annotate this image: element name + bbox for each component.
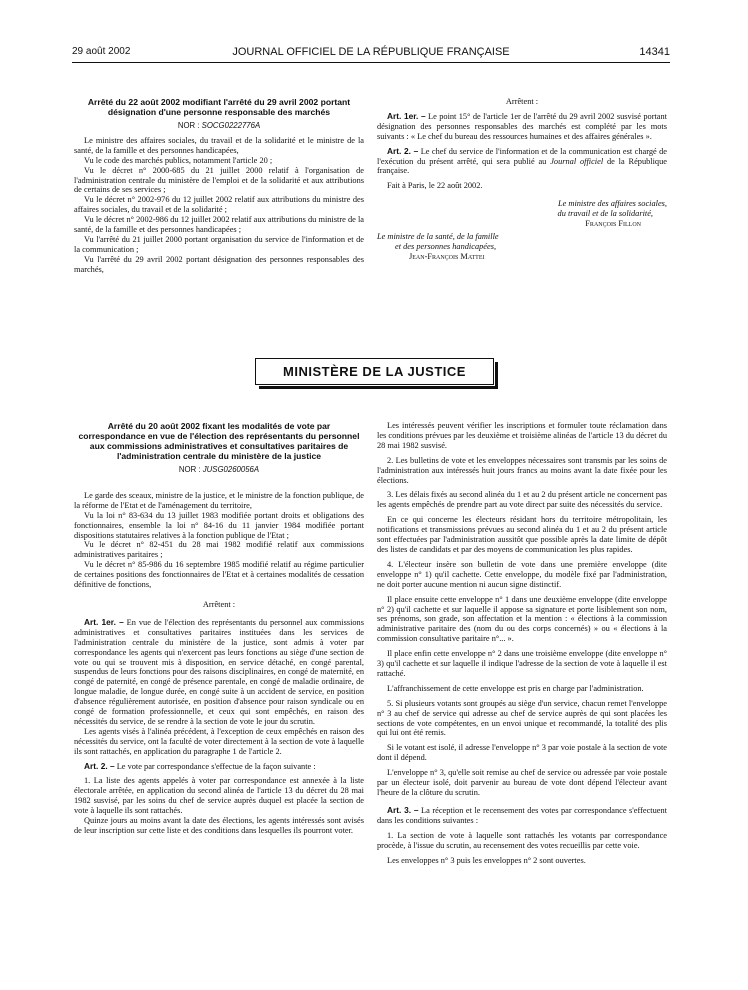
article-1 <box>377 112 667 142</box>
article-paragraph: L'enveloppe n° 3, qu'elle soit remise au chef de service ou adressée par voie postale par un électeur isolé, doit parvenir au bureau de vote dont dépend l'électeur avant l'heure de la clôture du scrutin. <box>377 768 667 797</box>
article-paragraph: Les enveloppes n° 3 puis les enveloppes n° 2 sont ouvertes. <box>387 855 586 865</box>
issue-date: 29 août 2002 <box>72 46 131 57</box>
role-line: Le ministre des affaires sociales, <box>557 199 667 209</box>
arretent-heading: Arrêtent : <box>202 599 236 609</box>
article-text: En vue de l'élection des représentants du personnel aux commissions administratives et consultatives paritaires instituées dans les services de l'administration centrale du ministère de la justice, sont admis à voter par correspondance les agents qui n'exercent pas leurs fonctions au siège d'une section de vote ou qui se trouvent mis à disposition, en service détaché, en congé parental, suspendus de leurs fonctions pour des raisons disciplinaires, en congé de maternité, en congé de paternité, en congé de présence parentale, en congé de maladie ordinaire, de longue maladie, de longue durée, en congé suite à un accident de service, en position d'absence régulièrement autorisée, en position d'absence pour raison syndicale ou en congé de formation professionnelle, et ceux qui sont empêchés, en raison des nécessités du service, de se rendre à la section de vote le jour du scrutin. <box>74 617 364 726</box>
decree-santé-articles <box>377 97 667 262</box>
signatory-name: François Fillon <box>585 219 641 229</box>
section-banner: MINISTÈRE DE LA JUSTICE <box>255 358 494 385</box>
article-paragraph: 2. Les bulletins de vote et les enveloppes nécessaires sont transmis par les soins de l'administration aux intéressés huit jours francs au moins avant la date fixée pour les élections. <box>377 455 667 485</box>
header-rule <box>72 62 670 63</box>
article-2 <box>377 147 667 177</box>
preamble-paragraph: Vu le décret n° 82-451 du 28 mai 1982 modifié relatif aux commissions administratives paritaires ; <box>74 540 364 560</box>
article-3 <box>377 806 667 826</box>
role-line: du travail et de la solidarité, <box>557 209 653 219</box>
journal-title: JOURNAL OFFICIEL DE LA RÉPUBLIQUE FRANÇAISE <box>232 46 510 58</box>
article-text: Le chef du service de l'information et de la communication est chargé de l'exécution du présent arrêté, qui sera publié au <box>377 146 667 166</box>
article-label: Art. 1er. – <box>387 110 426 121</box>
article-paragraph: Les agents visés à l'alinéa précédent, à l'exception de ceux empêchés en raison des nécessités du service, ont la faculté de voter directement à la section de vote à laquelle ils sont rattachés, en application du paragraphe 1 de l'article 2. <box>74 726 364 756</box>
signatory-role <box>377 242 667 252</box>
signatory-role <box>377 209 667 219</box>
article-paragraph: Les intéressés peuvent vérifier les inscriptions et formuler toute réclamation dans les conditions prévues par les deuxième et troisième alinéas de l'article 13 du décret du 28 mai 1982 susvisé. <box>377 421 667 450</box>
article-paragraph: Quinze jours au moins avant la date des élections, les agents intéressés sont avisés de leur inscription sur cette liste et des conditions dans lesquelles ils pourront voter. <box>74 816 364 835</box>
nor-label: NOR : <box>177 121 200 130</box>
article-text: La réception et le recensement des votes par correspondance s'effectuent dans les conditions suivantes : <box>377 805 667 825</box>
preamble-paragraph: Vu la loi n° 83-634 du 13 juillet 1983 modifiée portant droits et obligations des fonctionnaires, ensemble la loi n° 84-16 du 11 janvier 1984 modifiée portant dispositions statutaires relatives à la fonction publique de l'Etat ; <box>74 510 364 540</box>
role-line: Le ministre de la santé, de la famille <box>377 231 499 241</box>
journal-ref: Journal officiel <box>550 156 604 166</box>
article-paragraph: 1. La liste des agents appelés à voter par correspondance est annexée à la liste électorale arrêtée, en application du second alinéa de l'article 13 du décret du 28 mai 1982 susvisé, par les soins du chef de service auprès duquel est placée la section de vote à laquelle ils sont rattachés. <box>74 776 364 816</box>
article-text: Le point 15° de l'article 1er de l'arrêté du 29 avril 2002 susvisé portant désignation des personnes responsables des marchés est complété par les mots suivants : « Le chef du bureau des ressources humaines et des affaires générales ». <box>377 111 667 141</box>
article-1 <box>74 618 364 727</box>
preamble-paragraph: Vu le décret n° 2002-986 du 12 juillet 2002 relatif aux attributions du ministre de la santé, de la famille et des personnes handicapées ; <box>74 215 364 235</box>
nor-code: JUSG0260056A <box>202 465 260 474</box>
article-label: Art. 2. – <box>84 760 115 771</box>
article-paragraph: Si le votant est isolé, il adresse l'enveloppe n° 3 par voie postale à la section de vote dont il dépend. <box>377 743 667 763</box>
preamble-paragraph: Vu le décret n° 2000-685 du 21 juillet 2000 relatif à l'organisation de l'administration centrale du ministère de l'emploi et de la solidarité et aux attributions de certains de ses services ; <box>74 165 364 195</box>
preamble-paragraph: Vu le code des marchés publics, notamment l'article 20 ; <box>84 155 273 165</box>
article-paragraph: 1. La section de vote à laquelle sont rattachés les votants par correspondance procède, à l'issue du scrutin, au recensement des votes recueillis par cette voie. <box>377 830 667 850</box>
done-at: Fait à Paris, le 22 août 2002. <box>387 181 483 191</box>
nor-reference <box>74 465 364 475</box>
decree-santé-column <box>74 97 364 275</box>
article-paragraph: L'affranchissement de cette enveloppe est pris en charge par l'administration. <box>387 683 644 693</box>
signatory-role <box>377 199 667 209</box>
signatory-name: Jean-François Mattei <box>409 251 485 261</box>
article-2 <box>74 762 364 772</box>
preamble-paragraph: Vu le décret n° 2002-976 du 12 juillet 2002 relatif aux attributions du ministre des affaires sociales, du travail et de la solidarité ; <box>74 195 364 215</box>
arretent-heading: Arrêtent : <box>505 97 539 106</box>
decree-justice-continued <box>377 421 667 865</box>
nor-reference <box>74 121 364 131</box>
decree-title: Arrêté du 22 août 2002 modifiant l'arrêté du 29 avril 2002 portant désignation d'une personne responsable des marchés <box>87 97 351 117</box>
signatory-role <box>377 232 667 242</box>
preamble-paragraph: Vu le décret n° 85-986 du 16 septembre 1985 modifié relatif au régime particulier de certaines positions des fonctionnaires de l'Etat et à certaines modalités de cessation définitive de fonctions, <box>74 560 364 590</box>
nor-code: SOCG0222776A <box>201 121 261 130</box>
preamble-paragraph: Vu l'arrêté du 21 juillet 2000 portant organisation du service de l'information et de la communication ; <box>74 234 364 254</box>
article-label: Art. 3. – <box>387 804 419 815</box>
article-paragraph: 4. L'électeur insère son bulletin de vote dans une première enveloppe (dite enveloppe n° 1) qu'il cachette. Cette enveloppe, du modèle fixé par l'administration, ne doit porter aucune mention ni aucun signe distinctif. <box>377 559 667 589</box>
page-number: 14341 <box>639 46 670 58</box>
article-paragraph: Il place ensuite cette enveloppe n° 1 dans une deuxième enveloppe (dite enveloppe n° 2) qu'il cachette et sur laquelle il appose sa signature et porte lisiblement son nom, ses prénoms, son grade, son affectation et la mention : « élections à la commission administrative paritaire des (nom du ou des corps concernés) » ou « élections à la commission consultative paritaire n°... ». <box>377 594 667 644</box>
article-label: Art. 1er. – <box>84 616 124 627</box>
preamble-paragraph: Vu l'arrêté du 29 avril 2002 portant désignation des personnes responsables des marchés, <box>74 254 364 274</box>
article-text: de la République française. <box>377 156 667 176</box>
article-paragraph: 5. Si plusieurs votants sont groupés au siège d'un service, chacun remet l'enveloppe n° 3 au chef de service qui adresse au chef de service auprès de qui sont placées les sections de vote compétentes, en un envoi unique et recommandé, la totalité des plis qui lui ont été remis. <box>377 698 667 738</box>
preamble-paragraph: Le garde des sceaux, ministre de la justice, et le ministre de la fonction publique, de la réforme de l'Etat et de l'aménagement du territoire, <box>74 490 364 510</box>
article-text: Le vote par correspondance s'effectue de la façon suivante : <box>116 761 316 771</box>
decree-justice-column <box>74 421 364 836</box>
article-paragraph: 3. Les délais fixés au second alinéa du 1 et au 2 du présent article ne concernent pas les agents empêchés de prendre part au vote direct par suite des nécessités du service. <box>377 490 667 510</box>
article-label: Art. 2. – <box>387 145 419 156</box>
role-line: et des personnes handicapées, <box>395 241 497 251</box>
article-paragraph: En ce qui concerne les électeurs résidant hors du territoire métropolitain, les notifications et transmissions prévues au second alinéa du 1 et au 2 du présent article sont effectuées par l'administration aussitôt que possible après la date limite de dépôt des listes de candidats et par des moyens de communication les plus rapides. <box>377 515 667 554</box>
nor-label: NOR : <box>178 465 201 474</box>
article-paragraph: Il place enfin cette enveloppe n° 2 dans une troisième enveloppe (dite enveloppe n° 3) qu'il cachette et sur laquelle il indique l'adresse de la section de vote à laquelle il est rattaché. <box>377 649 667 678</box>
decree-title: Arrêté du 20 août 2002 fixant les modalités de vote par correspondance en vue de l'élection des représentants du personnel aux commissions administratives et consultatives paritaires de l'administration centrale du ministère de la justice <box>78 421 360 461</box>
preamble-paragraph: Le ministre des affaires sociales, du travail et de la solidarité et le ministre de la santé, de la famille et des personnes handicapées, <box>74 135 364 155</box>
